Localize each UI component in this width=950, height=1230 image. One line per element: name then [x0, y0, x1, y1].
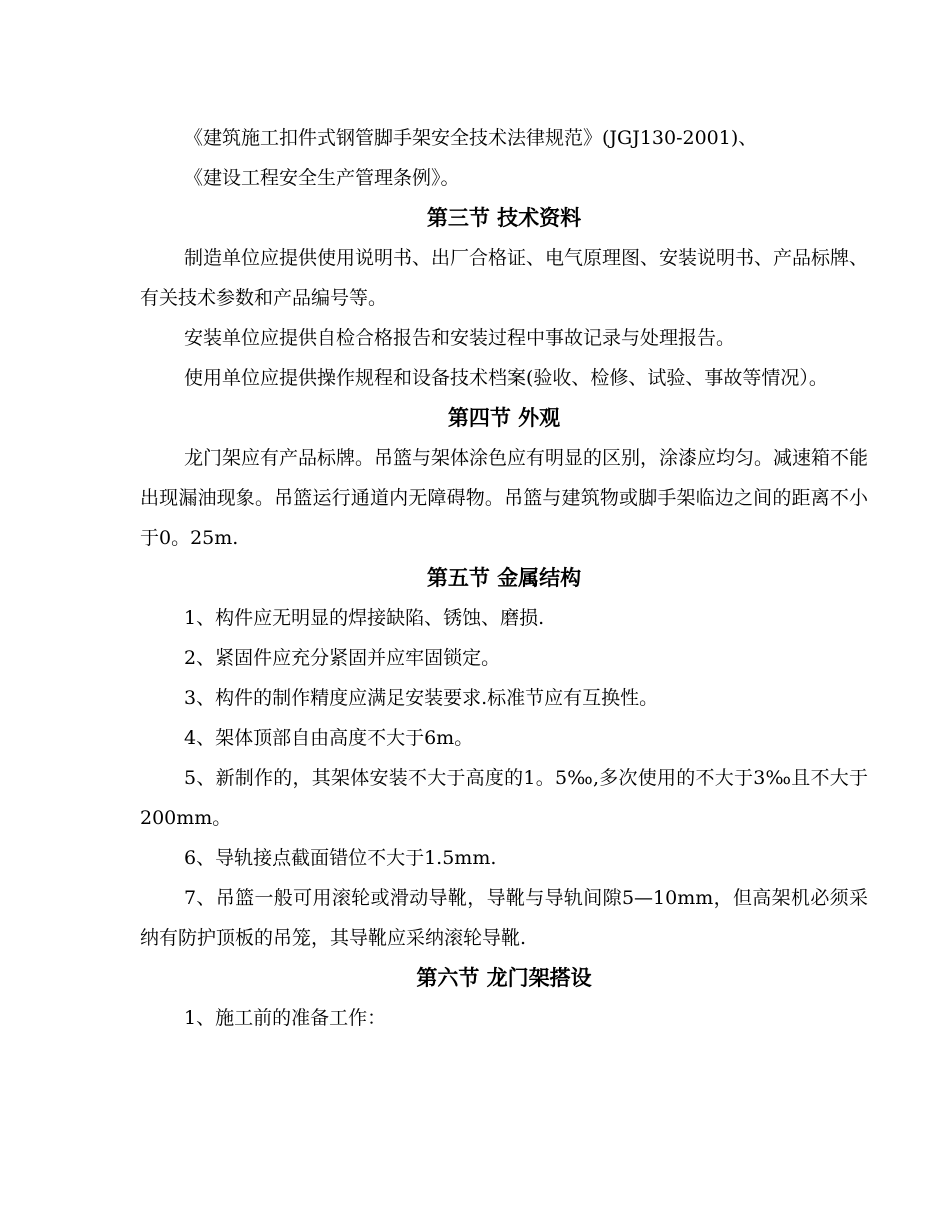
document-page [140, 118, 868, 1038]
section-heading-5: 第五节 金属结构 [426, 566, 582, 590]
paragraph-safety-regulation: 《建设工程安全生产管理条例》。 [184, 167, 460, 189]
paragraph-manufacturer-docs: 制造单位应提供使用说明书、出厂合格证、电气原理图、安装说明书、产品标牌、有关技术参数和产品编号等。 [140, 247, 869, 309]
list-item-1: 1、构件应无明显的焊接缺陷、锈蚀、磨损. [184, 607, 545, 629]
list-item-7: 7、吊篮一般可用滚轮或滑动导靴，导靴与导轨间隙5—10mm，但高架机必须采纳有防护顶板的吊笼，其导靴应采纳滚轮导靴. [140, 887, 868, 949]
section-heading-3: 第三节 技术资料 [426, 206, 582, 230]
list-item-preparation: 1、施工前的准备工作： [184, 1007, 387, 1029]
section-heading-4: 第四节 外观 [447, 406, 561, 430]
list-item-6: 6、导轨接点截面错位不大于1.5mm. [184, 847, 497, 869]
list-item-4: 4、架体顶部自由高度不大于6m。 [184, 727, 474, 749]
paragraph-appearance: 龙门架应有产品标牌。吊篮与架体涂色应有明显的区别，涂漆应均匀。减速箱不能出现漏油现象。吊篮运行通道内无障碍物。吊篮与建筑物或脚手架临边之间的距离不小于0。25m. [140, 447, 869, 549]
section-heading-6: 第六节 龙门架搭设 [416, 966, 592, 990]
paragraph-standard-jgj130: 《建筑施工扣件式钢管脚手架安全技术法律规范》(JGJ130-2001)、 [184, 127, 758, 149]
list-item-5: 5、新制作的，其架体安装不大于高度的1。5‰,多次使用的不大于3‰且不大于200mm。 [140, 767, 868, 829]
list-item-2: 2、紧固件应充分紧固并应牢固锁定。 [184, 647, 501, 669]
paragraph-user-docs: 使用单位应提供操作规程和设备技术档案(验收、检修、试验、事故等情况）。 [184, 367, 828, 389]
paragraph-installer-docs: 安装单位应提供自检合格报告和安装过程中事故记录与处理报告。 [184, 327, 736, 349]
list-item-3: 3、构件的制作精度应满足安装要求.标准节应有互换性。 [184, 687, 659, 709]
